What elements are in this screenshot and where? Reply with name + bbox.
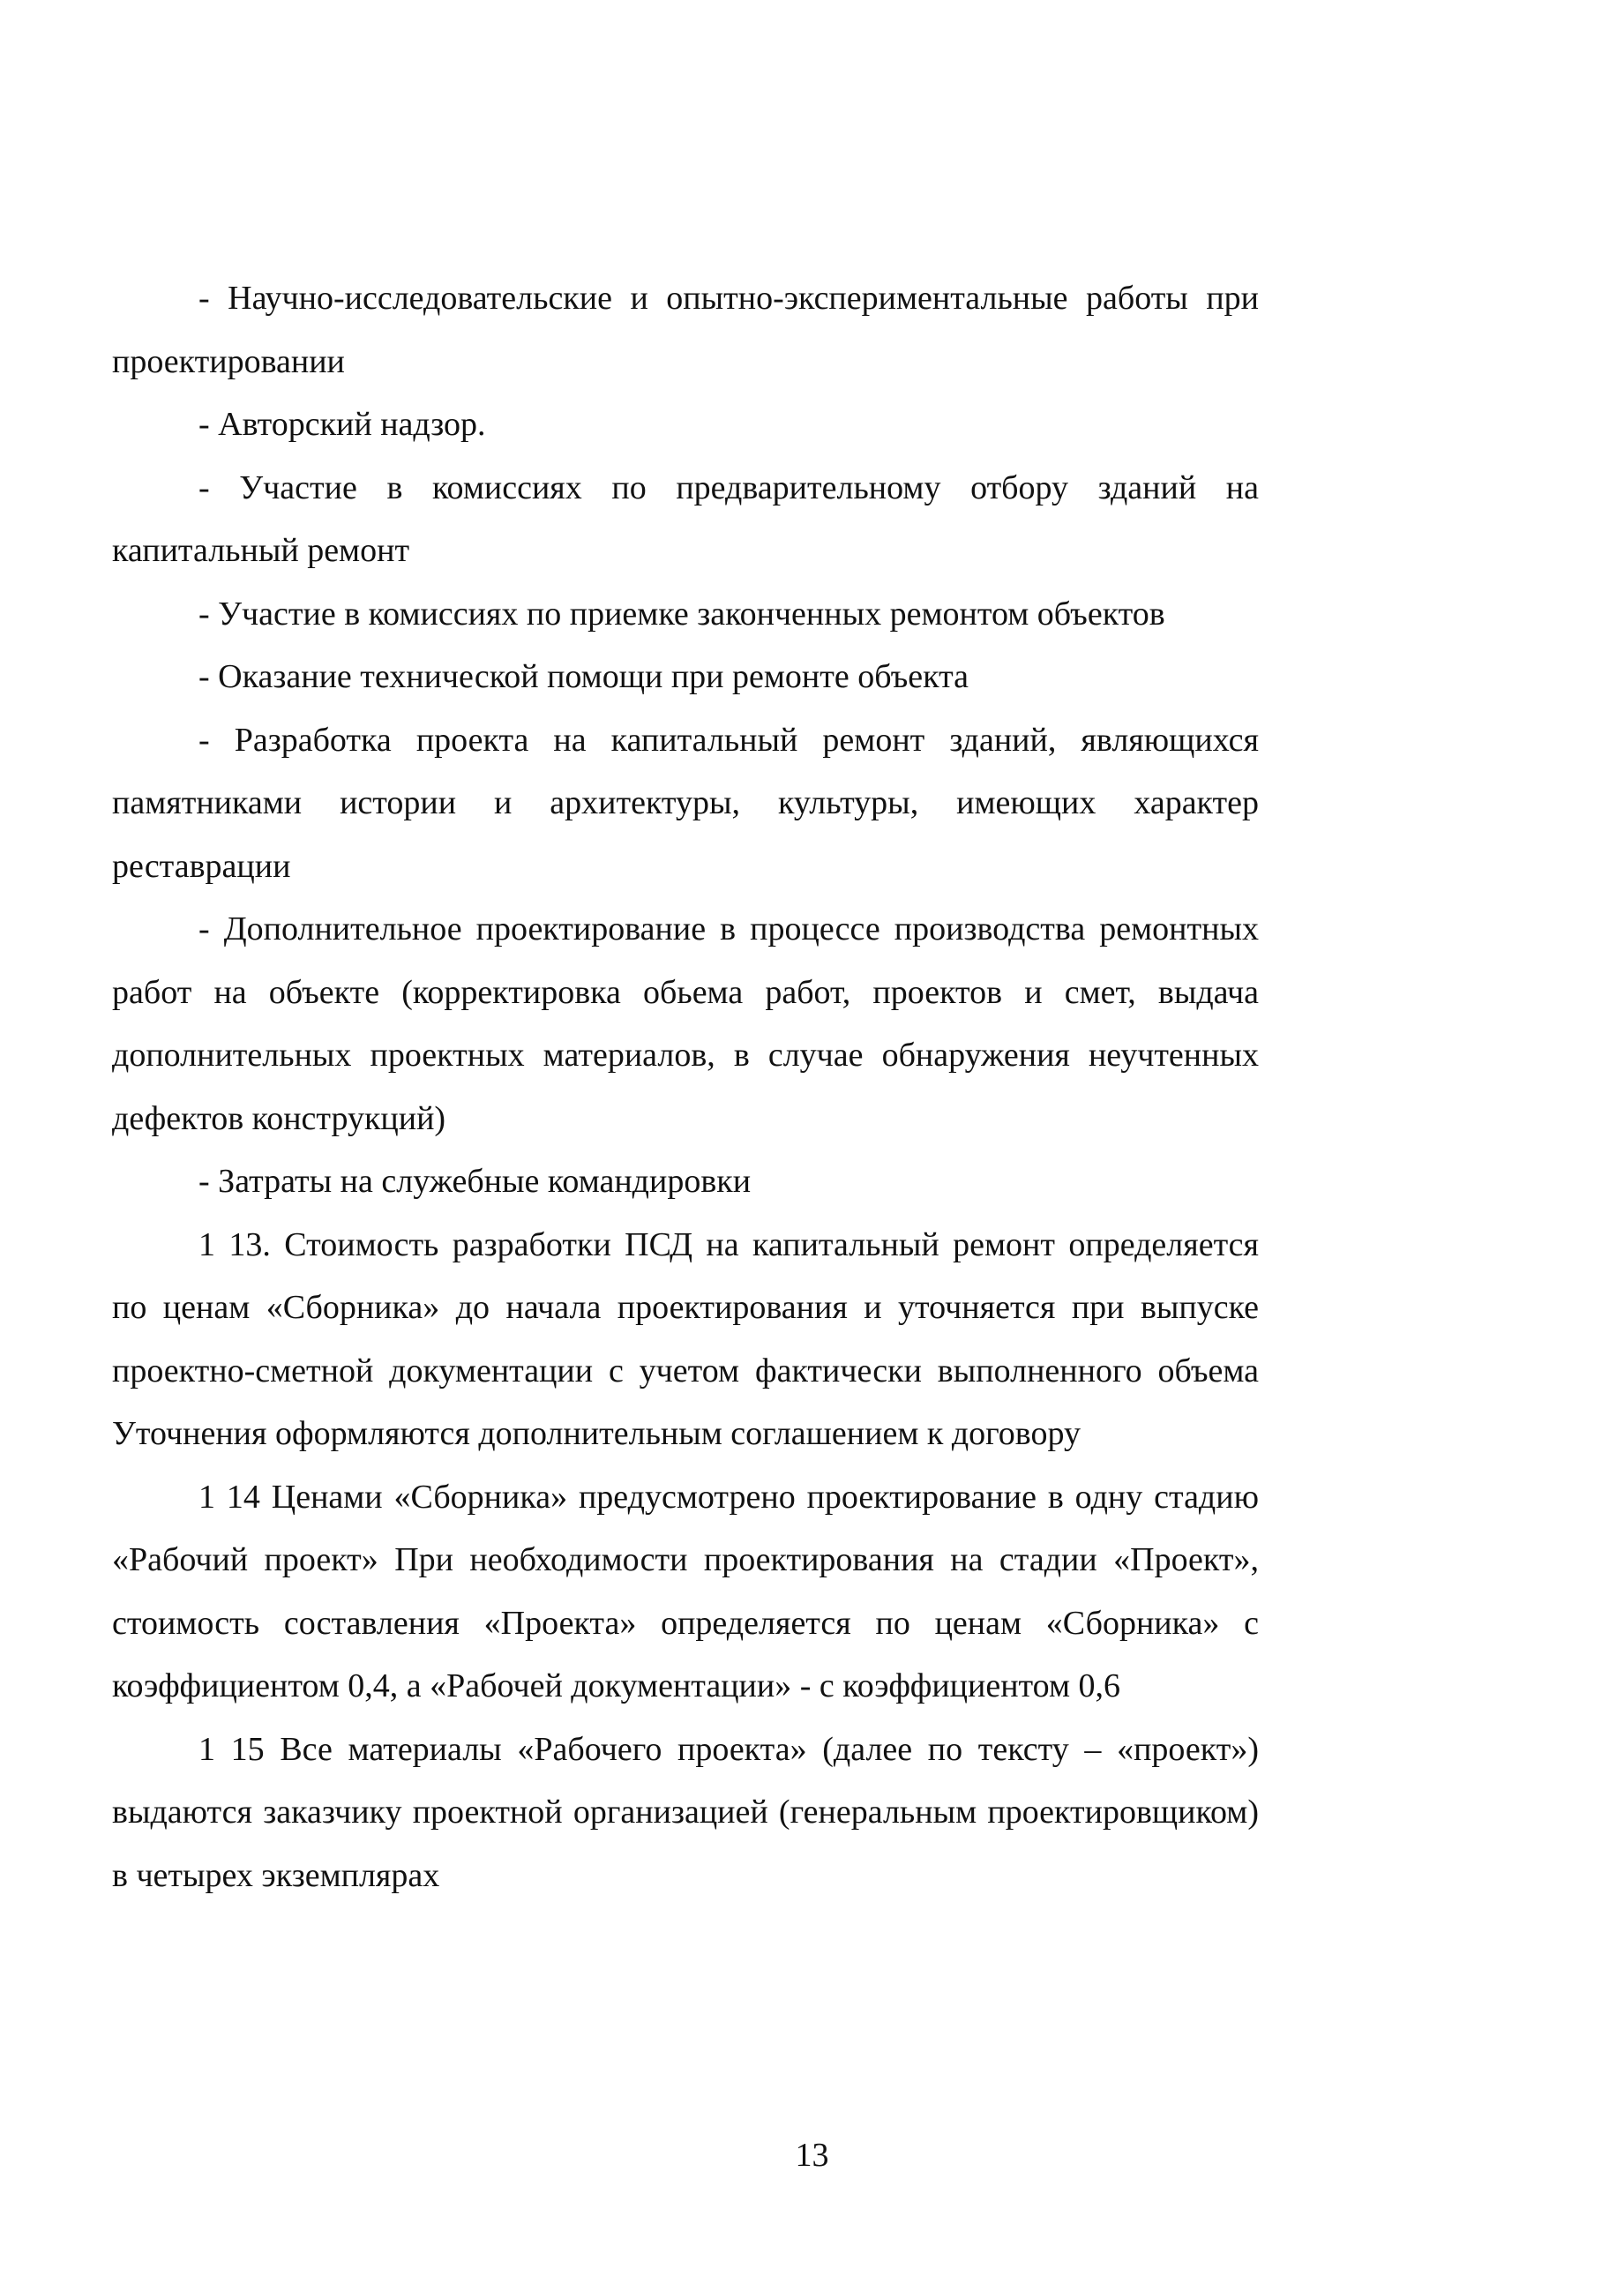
paragraph-monument-restoration: - Разработка проекта на капитальный ремонт зданий, являющихся памятниками истории и архитектуры, культуры, имеющих характер реставрации <box>112 721 1259 885</box>
paragraph-additional-design: - Дополнительное проектирование в процессе производства ремонтных работ на объекте (корректировка обьема работ, проектов и смет, выдача дополнительных проектных материалов, в случае обнаружения неучтенных дефектов конструкций) <box>112 910 1259 1137</box>
paragraph-section-1-13: 1 13. Стоимость разработки ПСД на капитальный ремонт определяется по ценам «Сборника» до начала проектирования и уточняется при выпуске проектно-сметной документации с учетом фактически выполненного объема Уточнения оформляются дополнительным соглашением к договору <box>112 1225 1259 1452</box>
paragraph-research-works: - Научно-исследовательские и опытно-экспериментальные работы при проектировании <box>112 280 1259 380</box>
page-body <box>112 267 1259 1907</box>
paragraph-section-1-15: 1 15 Все материалы «Рабочего проекта» (далее по тексту – «проект») выдаются заказчику проектной организацией (генеральным проектировщиком) в четырех экземплярах <box>112 1730 1259 1894</box>
paragraph-technical-assistance: - Оказание технической помощи при ремонте объекта <box>198 658 969 695</box>
page-number: 13 <box>795 2137 829 2174</box>
paragraph-acceptance-commission: - Участие в комиссиях по приемке законченных ремонтом объектов <box>198 595 1165 633</box>
paragraph-section-1-14: 1 14 Ценами «Сборника» предусмотрено проектирование в одну стадию «Рабочий проект» При необходимости проектирования на стадии «Проект», стоимость составления «Проекта» определяется по ценам «Сборника» с коэффициентом 0,4, а «Рабочей документации» - с коэффициентом 0,6 <box>112 1478 1259 1704</box>
paragraph-selection-commission: - Участие в комиссиях по предварительному отбору зданий на капитальный ремонт <box>112 468 1259 569</box>
paragraph-author-supervision: - Авторский надзор. <box>198 406 486 443</box>
paragraph-travel-expenses: - Затраты на служебные командировки <box>198 1163 752 1200</box>
